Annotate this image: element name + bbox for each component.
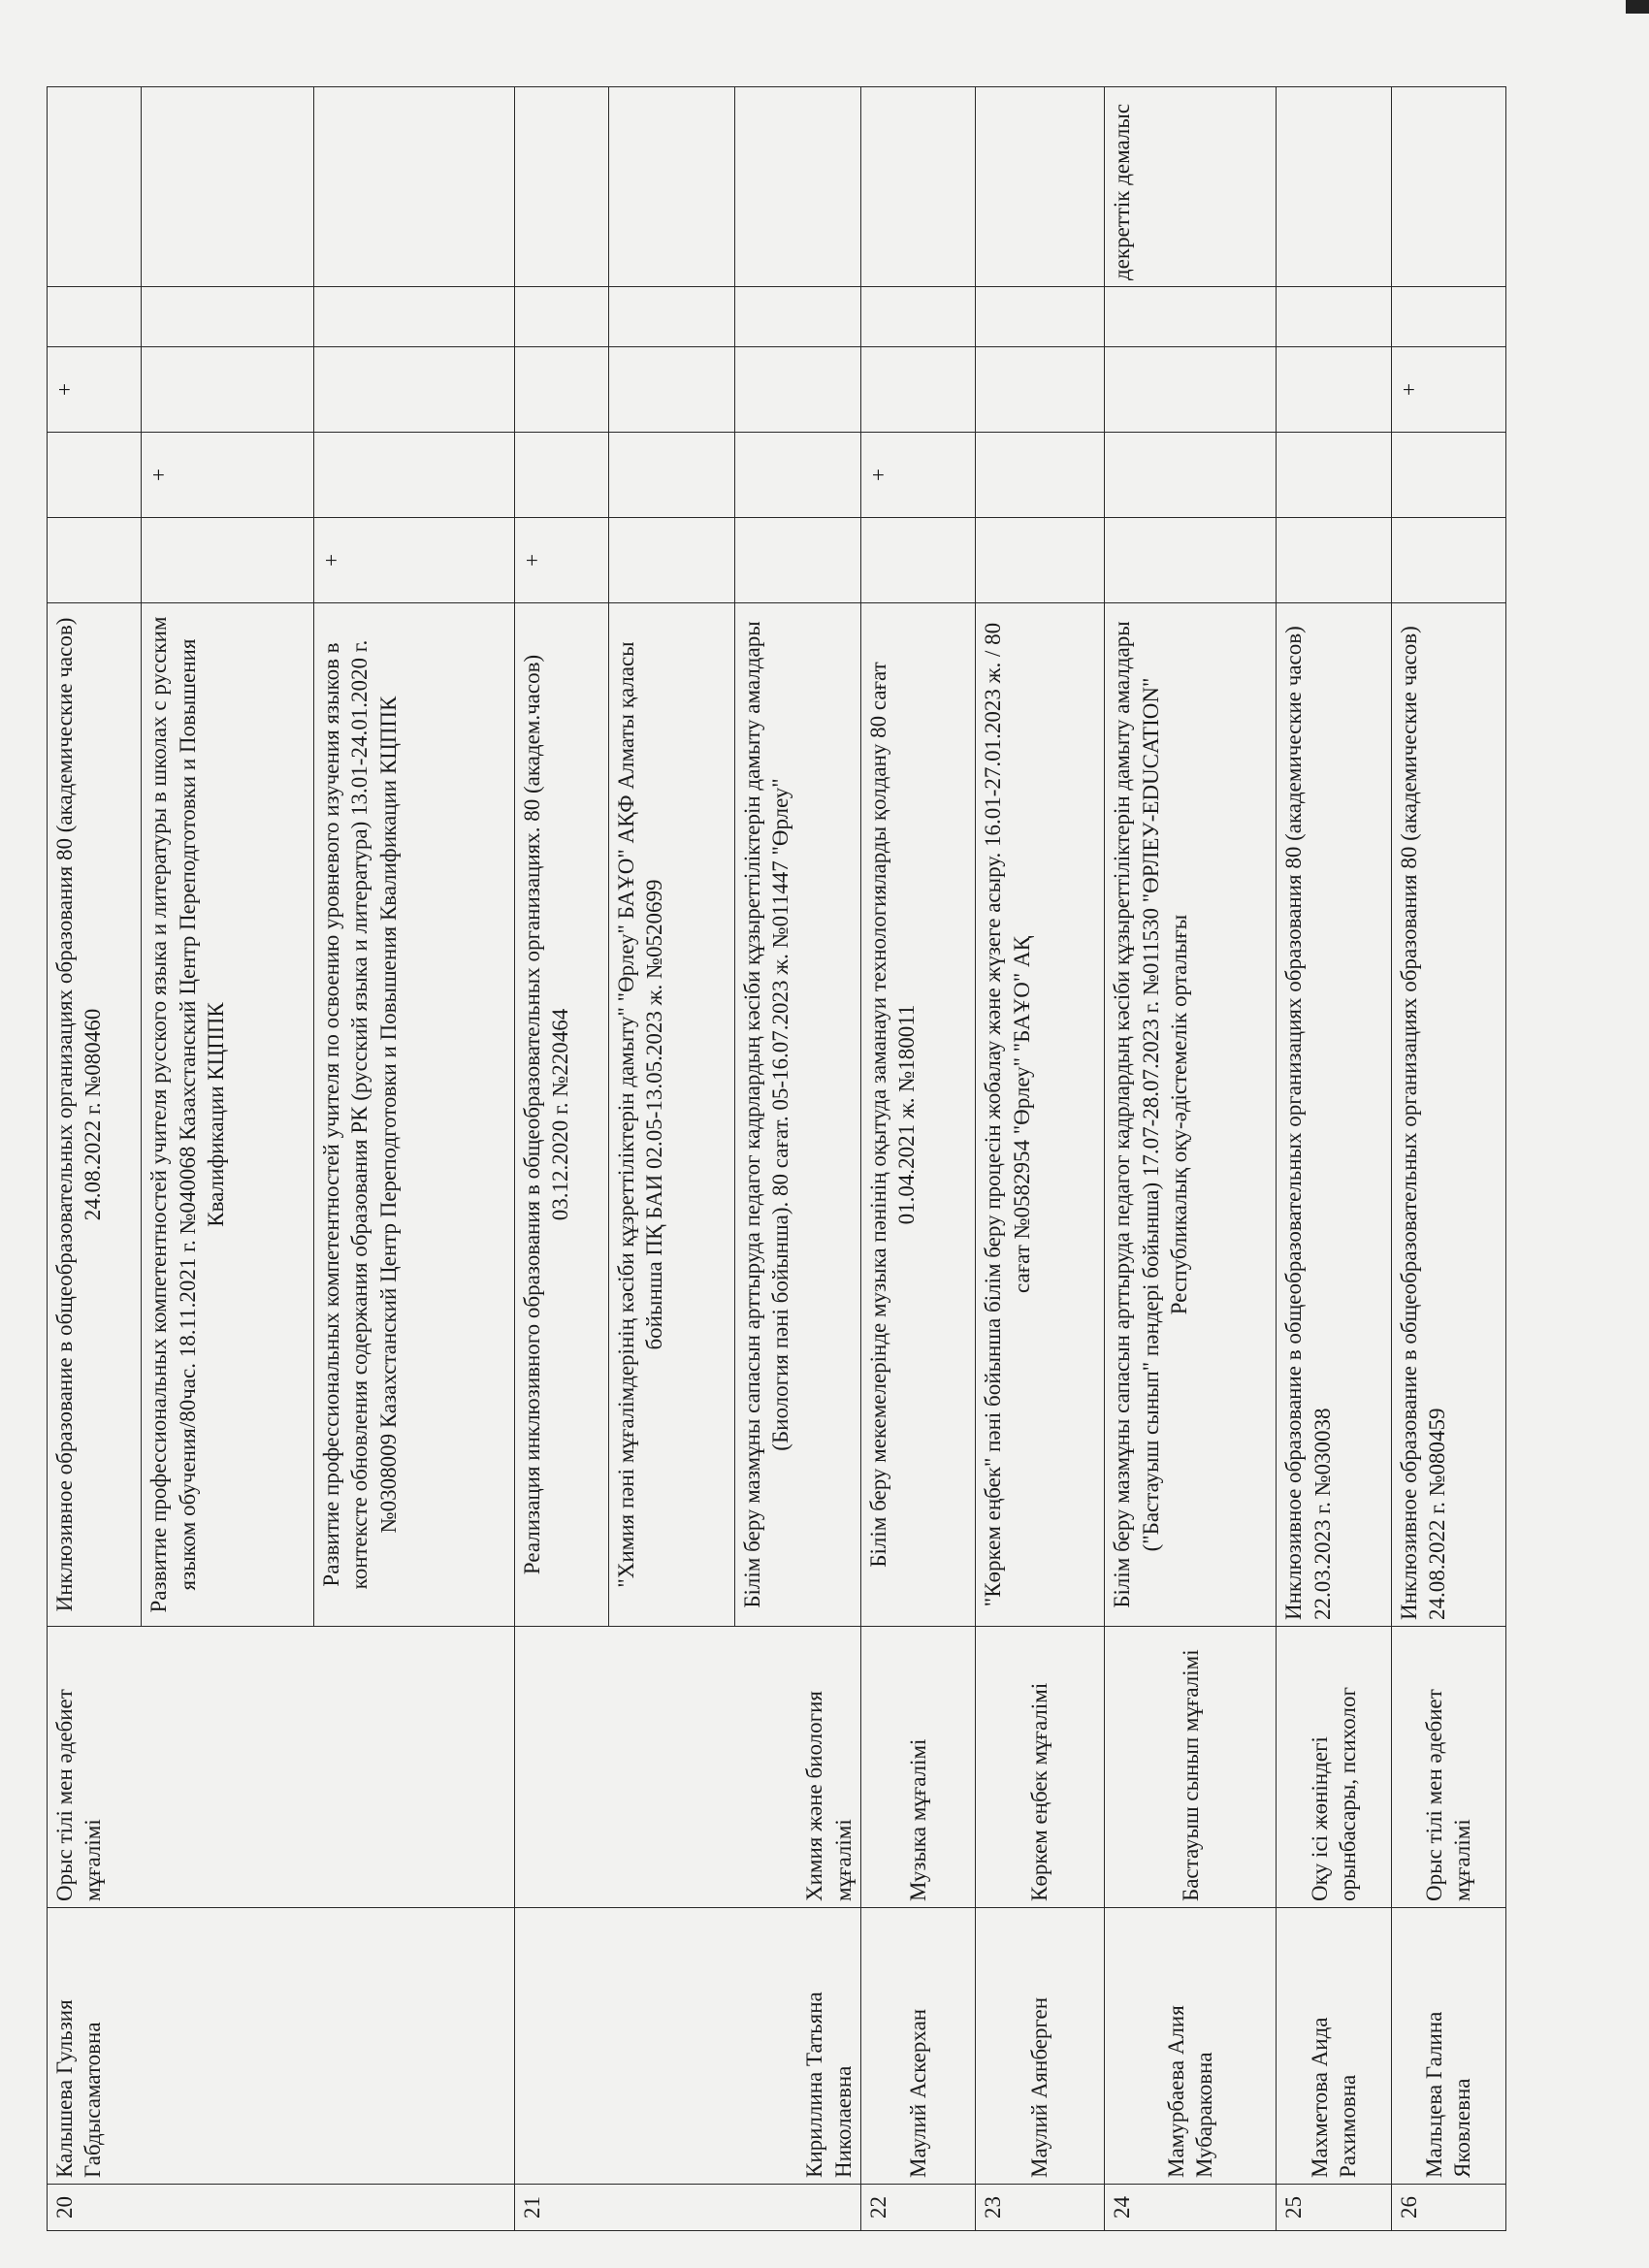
mark-cell bbox=[142, 518, 313, 603]
mark-cell bbox=[48, 518, 142, 603]
mark-cell bbox=[976, 287, 1105, 347]
row-number: 26 bbox=[1391, 2185, 1505, 2231]
mark-cell bbox=[1105, 347, 1277, 433]
teacher-name: Калышева Гульзия Габдысаматовна bbox=[48, 1908, 515, 2185]
mark-cell bbox=[1277, 518, 1391, 603]
mark-cell bbox=[514, 347, 608, 433]
mark-cell: + bbox=[514, 518, 608, 603]
teacher-position: Музыка мұғалімі bbox=[860, 1627, 975, 1908]
mark-cell bbox=[1105, 433, 1277, 518]
row-number: 22 bbox=[860, 2185, 975, 2231]
row-number: 20 bbox=[48, 2185, 515, 2231]
mark-cell bbox=[860, 518, 975, 603]
course-description: Реализация инклюзивного образования в общеобразовательных организациях. 80 (академ.часов) 03.12.2020 г. №220464 bbox=[514, 603, 608, 1627]
teacher-name: Маулий Аскерхан bbox=[860, 1908, 975, 2185]
mark-cell: + bbox=[142, 433, 313, 518]
mark-cell bbox=[734, 287, 860, 347]
note-cell bbox=[734, 87, 860, 287]
mark-cell bbox=[142, 347, 313, 433]
mark-cell bbox=[976, 518, 1105, 603]
row-number: 23 bbox=[976, 2185, 1105, 2231]
scan-edge bbox=[1626, 0, 1649, 14]
note-cell bbox=[608, 87, 734, 287]
mark-cell bbox=[1277, 287, 1391, 347]
teacher-position: Оқу ісі жөніндегі орынбасары, психолог bbox=[1277, 1627, 1391, 1908]
mark-cell bbox=[734, 347, 860, 433]
mark-cell bbox=[1391, 287, 1505, 347]
table-row bbox=[860, 87, 975, 2231]
course-description: Білім беру мекемелерінде музыка пәнінің оқытуда заманауи технологияларды қолдану 80 сағат 01.04.2021 ж. №180011 bbox=[860, 603, 975, 1627]
note-cell bbox=[48, 87, 142, 287]
teacher-position: Бастауыш сынып мұғалімі bbox=[1105, 1627, 1277, 1908]
course-description: Білім беру мазмұны сапасын арттыруда педагог кадрлардың кәсіби құзыреттіліктерін дамыту амалдары (Биология пәні бойынша). 80 сағат. 05-16.07.2023 ж. №011447 "Өрлеу" bbox=[734, 603, 860, 1627]
mark-cell bbox=[860, 347, 975, 433]
mark-cell bbox=[734, 518, 860, 603]
course-description: Инклюзивное образование в общеобразовательных организациях образования 80 (академические часов) 22.03.2023 г. №030038 bbox=[1277, 603, 1391, 1627]
course-description: "Көркем еңбек" пәні бойынша білім беру процесін жобалау және жүзеге асыру. 16.01-27.01.2023 ж. / 80 сағат №0582954 "Өрлеу" "БАҰО" АҚ bbox=[976, 603, 1105, 1627]
mark-cell bbox=[313, 347, 514, 433]
mark-cell bbox=[1277, 347, 1391, 433]
course-description: "Химия пәні мұғалімдерінің кәсіби құзреттіліктерін дамыту" "Өрлеу" БАҰО" АҚФ Алматы қаласы бойынша ПҚ БАИ 02.05-13.05.2023 ж. №0520699 bbox=[608, 603, 734, 1627]
table-row bbox=[514, 87, 608, 2231]
course-description: Инклюзивное образование в общеобразовательных организациях образования 80 (академические часов) 24.08.2022 г. №080460 bbox=[48, 603, 142, 1627]
table-row bbox=[1105, 87, 1277, 2231]
mark-cell bbox=[608, 433, 734, 518]
table-row bbox=[48, 87, 142, 2231]
mark-cell bbox=[514, 287, 608, 347]
teacher-name: Кириллина Татьяна Николаевна bbox=[514, 1908, 860, 2185]
mark-cell bbox=[1105, 287, 1277, 347]
mark-cell bbox=[514, 433, 608, 518]
mark-cell bbox=[1391, 518, 1505, 603]
row-number: 24 bbox=[1105, 2185, 1277, 2231]
mark-cell bbox=[1277, 433, 1391, 518]
teacher-position: Орыс тілі мен әдебиет мұғалімі bbox=[48, 1627, 515, 1908]
course-description: Развитие профессиональных компетентностей учителя русского языка и литературы в школах с русским языком обучения/80час. 18.11.2021 г. №040068 Казахстанский Центр Переподготовки и Повышения Квалификации КЦППК bbox=[142, 603, 313, 1627]
mark-cell bbox=[860, 287, 975, 347]
teacher-position: Орыс тілі мен әдебиет мұғалімі bbox=[1391, 1627, 1505, 1908]
mark-cell bbox=[608, 347, 734, 433]
note-cell bbox=[313, 87, 514, 287]
mark-cell bbox=[976, 433, 1105, 518]
mark-cell bbox=[142, 287, 313, 347]
mark-cell: + bbox=[313, 518, 514, 603]
row-number: 25 bbox=[1277, 2185, 1391, 2231]
teacher-name: Махметова Аида Рахимовна bbox=[1277, 1908, 1391, 2185]
staff-training-table bbox=[47, 86, 1506, 2231]
note-cell bbox=[860, 87, 975, 287]
mark-cell bbox=[1391, 433, 1505, 518]
mark-cell bbox=[48, 287, 142, 347]
mark-cell bbox=[608, 518, 734, 603]
mark-cell bbox=[313, 433, 514, 518]
table-row bbox=[1277, 87, 1391, 2231]
teacher-name: Мамурбаева Алия Мубараковна bbox=[1105, 1908, 1277, 2185]
mark-cell: + bbox=[48, 347, 142, 433]
row-number: 21 bbox=[514, 2185, 860, 2231]
teacher-position: Химия және биология мұғалімі bbox=[514, 1627, 860, 1908]
mark-cell bbox=[48, 433, 142, 518]
table-row bbox=[1391, 87, 1505, 2231]
mark-cell bbox=[313, 287, 514, 347]
mark-cell: + bbox=[860, 433, 975, 518]
teacher-name: Маулий Аянберген bbox=[976, 1908, 1105, 2185]
teacher-name: Мальцева Галина Яковлевна bbox=[1391, 1908, 1505, 2185]
mark-cell bbox=[976, 347, 1105, 433]
course-description: Развитие профессиональных компетентностей учителя по освоению уровневого изучения языков в контексте обновления содержания образования РК (русский языка и литература) 13.01-24.01.2020 г. №0308009 Казахстанский Центр Переподготовки и Повышения Квалификации КЦППК bbox=[313, 603, 514, 1627]
mark-cell: + bbox=[1391, 347, 1505, 433]
course-description: Инклюзивное образование в общеобразовательных организациях образования 80 (академические часов) 24.08.2022 г. №080459 bbox=[1391, 603, 1505, 1627]
teacher-position: Көркем еңбек мұғалімі bbox=[976, 1627, 1105, 1908]
note-cell bbox=[976, 87, 1105, 287]
mark-cell bbox=[608, 287, 734, 347]
note-cell bbox=[142, 87, 313, 287]
course-description: Білім беру мазмұны сапасын арттыруда педагог кадрлардың кәсіби құзыреттіліктерін дамыту амалдары ("Бастауыш сынып" пәндері бойынша) 17.07-28.07.2023 г. №011530 "ӨРЛЕУ-EDUCATION" Республикалық оқу-әдістемелік орталығы bbox=[1105, 603, 1277, 1627]
table-row bbox=[976, 87, 1105, 2231]
note-maternity-leave: декреттік демалыс bbox=[1105, 87, 1277, 287]
mark-cell bbox=[734, 433, 860, 518]
note-cell bbox=[514, 87, 608, 287]
mark-cell bbox=[1105, 518, 1277, 603]
rotated-table-wrapper bbox=[47, 87, 1506, 2231]
note-cell bbox=[1277, 87, 1391, 287]
note-cell bbox=[1391, 87, 1505, 287]
